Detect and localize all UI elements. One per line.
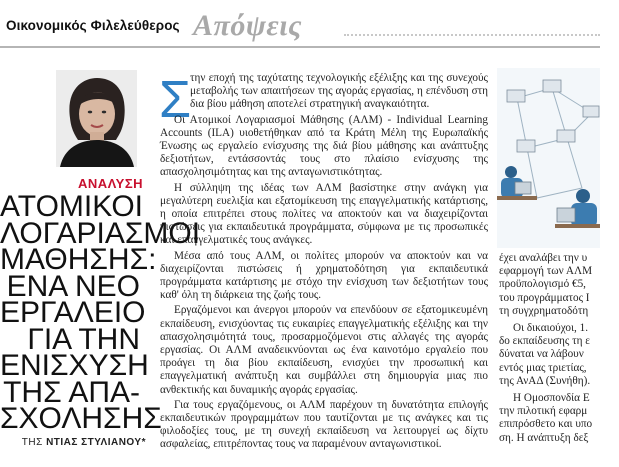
headline-line: ΕΡΓΑΛΕΙΟ — [0, 296, 146, 329]
author-portrait-icon — [56, 70, 137, 167]
column-line: του προγράμματος Ι — [499, 291, 590, 304]
article-paragraph: την εποχή της ταχύτατης τεχνολογικής εξέλιξης και της συνεχούς μεταβολής των απαιτήσεων της αγοράς εργασίας, η επένδυση στη δια βίου μάθηση αποτελεί στρατηγική αναγκαιότητα. — [190, 72, 488, 111]
headline-line: ΣΧΟΛΗΣΗΣ — [0, 402, 162, 435]
article-paragraph: Εργαζόμενοι και άνεργοι μπορούν να επενδύουν σε εξατομικευμένη εκπαίδευση, ενισχύοντας τις ευκαιρίες επαγγελματικής εξέλιξης και την απασχολησιμότητά τους, προσαρμοζόμενοι στις αλλαγές της αγοράς εργασίας. Οι ΑΛΜ αναδεικνύονται ως ένα καινοτόμο εργαλείο που προάγει τη δια βίου εκπαίδευση, ενισχύει την προσωπική και επαγγελματική ανάπτυξη και συμβάλλει στη δημιουργία μιας πιο ανθεκτικής και δυναμικής αγοράς εργασίας. — [160, 304, 488, 396]
byline — [0, 437, 146, 448]
column-line: έχει αναλάβει την υ — [499, 252, 588, 264]
byline-author: ΝΤΙΑΣ ΣΤΥΛΙΑΝΟΥ* — [46, 437, 146, 448]
column-line: την πιλοτική εφαρμ — [499, 405, 588, 418]
column-line: δύναται να λάβουν — [499, 348, 584, 361]
column-line: προϋπολογισμό €5, — [499, 278, 586, 291]
article-body-continued — [499, 252, 619, 467]
online-learning-network-icon — [497, 68, 600, 248]
column-line: επιπρόσθετο και υπο — [499, 418, 593, 431]
column-line: ση. Η ανάπτυξη δεξ — [499, 431, 589, 444]
paper-name: Οικονομικός Φιλελεύθερος — [6, 18, 180, 33]
column-line: τη συγχρηματοδότη — [499, 304, 589, 317]
column-line: εφαρμογή των ΑΛΜ — [499, 265, 593, 278]
column-line: της ΑνΑΔ (Συνήθη). — [499, 374, 591, 387]
headline-line: ΜΑΘΗΣΗΣ: — [0, 243, 157, 276]
byline-prefix: ΤΗΣ — [21, 437, 43, 448]
article-paragraph: Για τους εργαζόμενους, οι ΑΛΜ παρέχουν τη δυνατότητα επιλογής εκπαιδευτικών προγραμμάτων που ταυτίζονται με τις ανάγκες και τις φιλοδοξίες τους, με τη συνεχή εκπαίδευση να λειτουργεί ως δίχτυ ασφαλείας, επιτρέποντας τους να παραμένουν ανταγωνιστικοί. — [160, 398, 488, 451]
headline-line: ΓΙΑ ΤΗΝ — [27, 322, 140, 356]
masthead-rule — [0, 46, 600, 48]
masthead-dotted-rule — [344, 34, 600, 36]
section-title: Απόψεις — [193, 9, 302, 42]
headline-line: ΑΤΟΜΙΚΟΙ — [0, 190, 143, 223]
column-line: δο εκπαίδευσης τη ε — [499, 335, 590, 348]
column-line: εντός μιας τριετίας, — [499, 361, 587, 374]
column-line: Οι δικαιούχοι, 1. — [513, 322, 589, 335]
article-label: ΑΝΑΛΥΣΗ — [78, 176, 144, 191]
headline-line: ΕΝΑ ΝΕΟ — [6, 269, 140, 303]
article-paragraph: Οι Ατομικοί Λογαριασμοί Μάθησης (ΑΛΜ) - Individual Learning Accounts (ILA) υιοθετήθηκαν από τα Κράτη Μέλη της Ευρωπαϊκής Ένωσης ως εργαλείο ενίσχυσης της διά βίου μάθησης και ανάπτυξης δεξιοτήτων, εντάσσοντάς τους στο πλαίσιο ενίσχυσης της απασχολησιμότητας και της ανταγωνιστικότητας. — [160, 113, 488, 179]
article-paragraph: Μέσα από τους ΑΛΜ, οι πολίτες μπορούν να αποκτούν και να διαχειρίζονται πιστώσεις ή χρηματοδότηση για εκπαιδευτικά προγράμματα κατάρτισης με στόχο την ενίσχυση των δεξιοτήτων τους καθ' όλη τη διάρκεια της ζωής τους. — [160, 249, 488, 302]
article-body — [160, 72, 488, 467]
headline-line: ΤΗΣ ΑΠΑ- — [3, 375, 140, 409]
article-paragraph: Η σύλληψη της ιδέας των ΑΛΜ βασίστηκε στην ανάγκη για μεγαλύτερη ευελιξία και εξατομίκευση της επαγγελματικής κατάρτισης, η οποία επιτρέπει στους πολίτες να αποκτούν και να διαχειρίζονται πιστώσεις για εκπαιδευτικά προγράμματα, σύμφωνα με τις προσωπικές και επαγγελματικές τους ανάγκες. — [160, 181, 488, 247]
article-illustration — [497, 68, 600, 248]
dropcap-letter: Σ — [159, 71, 192, 129]
column-line: Η Ομοσπονδία Ε — [513, 392, 590, 405]
masthead — [0, 0, 600, 48]
headline — [0, 190, 201, 435]
headline-line: ΕΝΙΣΧΥΣΗ — [0, 349, 149, 382]
author-photo — [56, 70, 137, 167]
headline-line: ΛΟΓΑΡΙΑΣΜΟΙ — [0, 216, 201, 250]
